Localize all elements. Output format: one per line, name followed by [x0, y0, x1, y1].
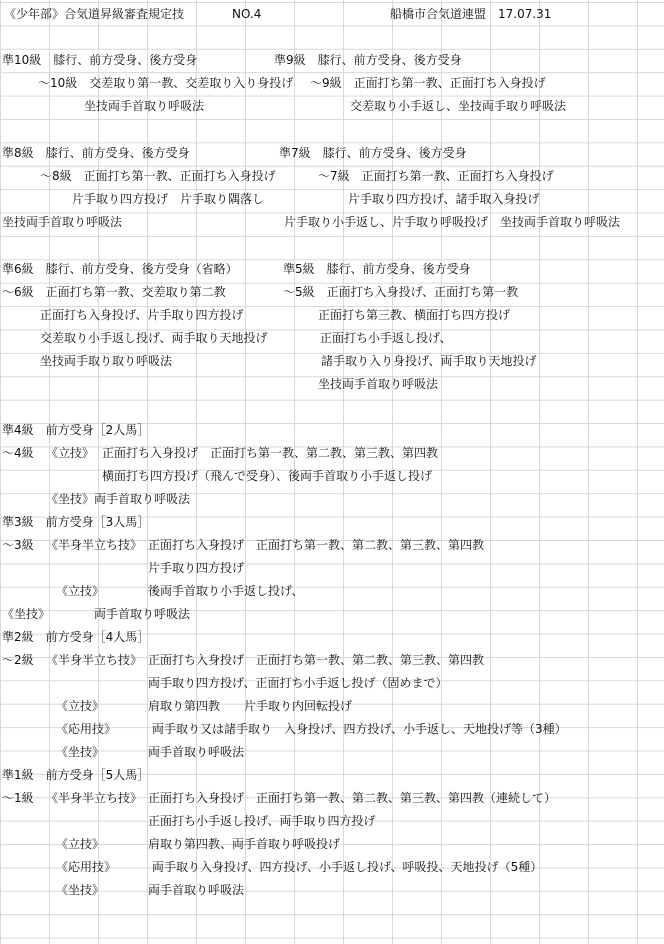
technique-line: 正面打ち入身投げ 正面打ち第一教、第二教、第三教、第四教（連続して）	[148, 791, 557, 805]
technique-line: 正面打ち入身投げ 正面打ち第一教、第二教、第三教、第四教	[102, 446, 439, 460]
grade-title: 準4級 前方受身［2人馬］	[2, 423, 150, 437]
technique-line: 坐技両手首取り呼吸法	[84, 99, 205, 113]
grade-row	[0, 510, 664, 533]
grade-label: ～4級	[2, 446, 34, 460]
technique-line: 両手首取り呼吸法	[148, 883, 245, 897]
grade-row	[0, 786, 664, 809]
category-label: 《半身半立ち技》	[46, 538, 143, 552]
grade-row	[0, 648, 664, 671]
technique-line: 正面打ち小手返し投げ、	[320, 331, 452, 345]
category-label: 《応用技》	[56, 722, 117, 736]
grade-row	[0, 694, 664, 717]
grade-row	[0, 533, 664, 556]
technique-line: ～7級 正面打ち第一教、正面打ち入身投げ	[318, 169, 554, 183]
technique-line: 正面打ち小手返し投げ、両手取り四方投げ	[148, 814, 376, 828]
technique-line: 両手首取り呼吸法	[148, 745, 245, 759]
technique-line: 肩取り第四教、両手首取り呼吸投げ	[148, 837, 341, 851]
grade-row	[0, 602, 664, 625]
grade-row	[0, 280, 664, 303]
grade-row	[0, 763, 664, 786]
grade-row	[0, 556, 664, 579]
document-number: NO.4	[232, 7, 262, 21]
grade-title: 準7級 膝行、前方受身、後方受身	[279, 146, 467, 160]
technique-line: 諸手取り入り身投げ、両手取り天地投げ	[321, 354, 537, 368]
technique-line: ～9級 正面打ち第一教、正面打ち入身投げ	[310, 76, 546, 90]
grade-row	[0, 71, 664, 94]
technique-line: 肩取り第四教 片手取り内回転投げ	[148, 699, 353, 713]
technique-line: 正面打ち第三教、横面打ち四方投げ	[318, 308, 511, 322]
document-title: 《少年部》合気道昇級審査規定技	[4, 7, 185, 21]
grade-row	[0, 210, 664, 233]
category-label: 《坐技》	[56, 745, 105, 759]
grade-row	[0, 878, 664, 901]
grade-row	[0, 141, 664, 164]
grade-row	[0, 740, 664, 763]
grade-title: 準5級 膝行、前方受身、後方受身	[283, 262, 471, 276]
grade-row	[0, 832, 664, 855]
grade-row	[0, 257, 664, 280]
technique-line: 正面打ち入身投げ、片手取り四方投げ	[40, 308, 244, 322]
grade-row	[0, 625, 664, 648]
technique-line: 両手取り又は諸手取り 入身投げ、四方投げ、小手返し、天地投げ等（3種）	[152, 722, 567, 736]
grade-row	[0, 187, 664, 210]
organization-date: 船橋市合気道連盟 17.07.31	[390, 7, 552, 21]
technique-line: 交差取り小手返し投げ、両手取り天地投げ	[40, 331, 268, 345]
technique-line: 両手首取り呼吸法	[94, 607, 191, 621]
technique-line: 片手取り四方投げ	[148, 561, 245, 575]
grade-label: ～1級	[2, 791, 34, 805]
technique-line: ～10級 交差取り第一教、交差取り入り身投げ	[38, 76, 294, 90]
category-label: 《立技》	[46, 446, 95, 460]
grade-label: ～3級	[2, 538, 34, 552]
technique-line: 横面打ち四方投げ（飛んで受身）、後両手首取り小手返し投げ	[102, 469, 433, 483]
category-label: 《立技》	[56, 584, 105, 598]
technique-line: 両手取り四方投げ、正面打ち小手返し投げ（固めまで）	[148, 676, 448, 690]
technique-line: ～8級 正面打ち第一教、正面打ち入身投げ	[40, 169, 276, 183]
technique-line: 正面打ち入身投げ 正面打ち第一教、第二教、第三教、第四教	[148, 653, 485, 667]
technique-line: 正面打ち入身投げ 正面打ち第一教、第二教、第三教、第四教	[148, 538, 485, 552]
grade-row	[0, 418, 664, 441]
grade-row	[0, 94, 664, 117]
grade-row	[0, 487, 664, 510]
category-label: 《坐技》	[2, 607, 51, 621]
technique-line: 坐技両手首取り呼吸法	[2, 215, 123, 229]
grade-row	[0, 579, 664, 602]
grade-row	[0, 164, 664, 187]
technique-line: 坐技両手首取り呼吸法	[318, 377, 439, 391]
technique-line: 片手取り小手返し、片手取り呼吸投げ 坐技両手首取り呼吸法	[284, 215, 621, 229]
grade-row	[0, 717, 664, 740]
technique-line: 交差取り小手返し、坐技両手取り呼吸法	[350, 99, 567, 113]
grade-title: 準2級 前方受身［4人馬］	[2, 630, 150, 644]
grade-title: 準6級 膝行、前方受身、後方受身（省略）	[2, 262, 238, 276]
category-label: 《坐技》	[46, 492, 95, 506]
category-label: 《応用技》	[56, 860, 117, 874]
grade-row	[0, 855, 664, 878]
technique-line: 片手取り四方投げ 片手取り隅落し	[72, 192, 265, 206]
technique-line: ～6級 正面打ち第一教、交差取り第二教	[2, 285, 226, 299]
grade-title: 準9級 膝行、前方受身、後方受身	[274, 53, 462, 67]
technique-line: 片手取り四方投げ、諸手取入身投げ	[348, 192, 540, 206]
grade-row	[0, 372, 664, 395]
category-label: 《立技》	[56, 837, 105, 851]
grade-row	[0, 349, 664, 372]
grade-title: 準1級 前方受身［5人馬］	[2, 768, 150, 782]
grade-title: 準10級 膝行、前方受身、後方受身	[2, 53, 198, 67]
grade-label: ～2級	[2, 653, 34, 667]
grade-row	[0, 464, 664, 487]
technique-line: 両手取り入身投げ、四方投げ、小手返し投げ、呼吸投、天地投げ（5種）	[152, 860, 543, 874]
grade-row	[0, 671, 664, 694]
grade-row	[0, 441, 664, 464]
technique-line: 後両手首取り小手返し投げ、	[148, 584, 304, 598]
category-label: 《半身半立ち技》	[46, 791, 143, 805]
technique-line: ～5級 正面打ち入身投げ、正面打ち第一教	[283, 285, 519, 299]
technique-line: 両手首取り呼吸法	[94, 492, 191, 506]
category-label: 《半身半立ち技》	[46, 653, 143, 667]
technique-line: 坐技両手取り取り呼吸法	[40, 354, 173, 368]
grade-title: 準3級 前方受身［3人馬］	[2, 515, 150, 529]
grade-title: 準8級 膝行、前方受身、後方受身	[2, 146, 190, 160]
grade-row	[0, 48, 664, 71]
grade-row	[0, 303, 664, 326]
category-label: 《立技》	[56, 699, 105, 713]
header-row	[0, 2, 664, 25]
grade-row	[0, 809, 664, 832]
category-label: 《坐技》	[56, 883, 105, 897]
grade-row	[0, 326, 664, 349]
